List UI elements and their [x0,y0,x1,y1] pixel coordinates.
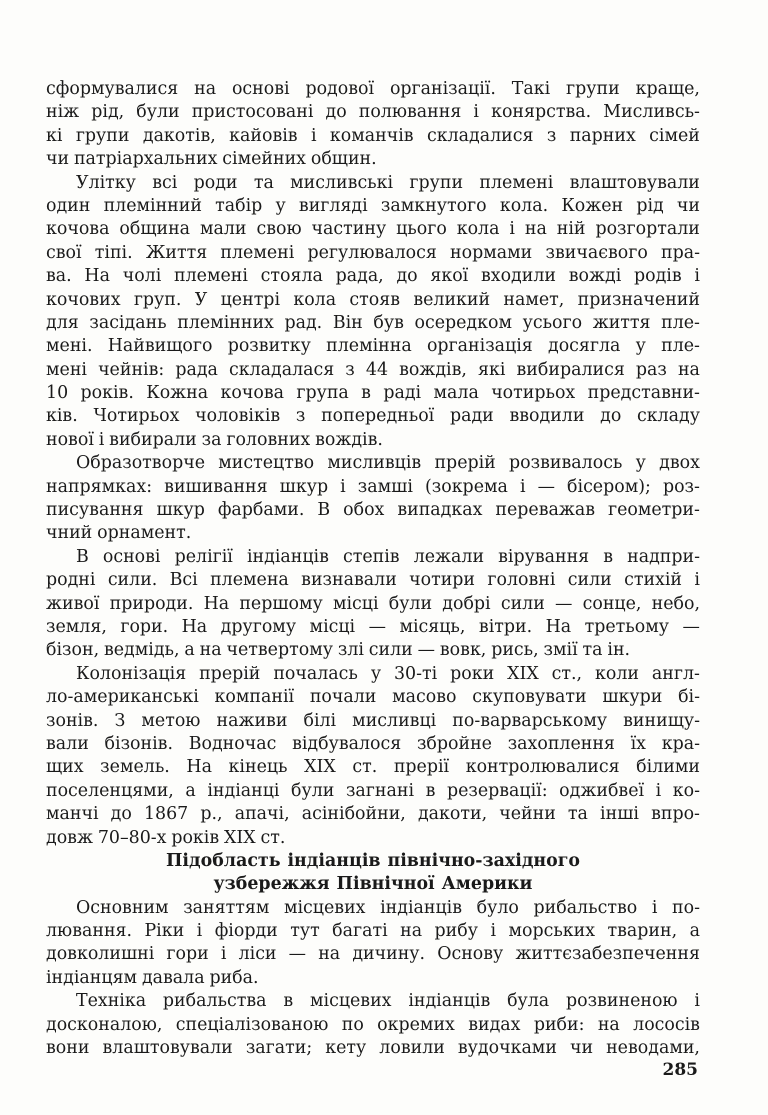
text-line: 10 років. Кожна кочова група в раді мала чотирьох представни- [46,383,700,404]
text-line: вони влаштовували загати; кету ловили вудочками чи неводами, [46,1038,700,1059]
text-line: індіанцям давала риба. [46,967,259,988]
text-line: напрямках: вишивання шкур і замші (зокрема і — бісером); роз- [46,476,700,497]
section-heading-line: узбережжя Північної Америки [213,874,533,895]
text-line: нової і вибирали за головних вождів. [46,429,383,450]
text-line: живої природи. На першому місці були добрі сили — сонце, небо, [46,593,700,614]
text-line: земля, гори. На другому місці — місяць, вітри. На третьому — [46,616,700,637]
text-line: манчі до 1867 р., апачі, асінібойни, дакоти, чейни та інші впро- [46,804,700,825]
text-line: мені чейнів: рада складалася з 44 вождів, які вибиралися раз на [46,359,700,380]
text-line: свої тіпі. Життя племені регулювалося нормами звичаєвого пра- [46,242,700,263]
text-line: Улітку всі роди та мисливські групи племені влаштовували [76,172,700,193]
text-line: досконалою, спеціалізованою по окремих видах риби: на лососів [46,1014,700,1035]
text-line: кочових груп. У центрі кола стояв великий намет, призначений [46,289,700,310]
text-line: ків. Чотирьох чоловіків з попередньої ради вводили до складу [46,406,700,427]
text-line: щих земель. На кінець XIX ст. прерії контролювалися білими [46,757,700,778]
text-line: сформувалися на основі родової організації. Такі групи краще, [46,79,700,99]
text-line: родні сили. Всі племена визнавали чотири головні сили стихій і [46,570,700,591]
text-line: довколишні гори і ліси — на дичину. Основу життєзабезпечення [46,944,700,965]
text-line: для засідань племінних рад. Він був осередком усього життя пле- [46,312,700,333]
text-line: ва. На чолі племені стояла рада, до якої входили вожді родів і [46,266,700,287]
text-line: мені. Найвищого розвитку племінна організація досягла у пле- [46,336,700,357]
text-line: Техніка рибальства в місцевих індіанців була розвиненою і [76,991,700,1012]
text-line: кочова община мали свою частину цього кола і на ній розгортали [46,219,700,240]
text-line: ло-американські компанії почали масово скуповувати шкури бі- [46,687,700,708]
text-line: В основі релігії індіанців степів лежали вірування в надпри- [76,546,700,567]
text-line: довж 70–80-х років XIX ст. [46,827,286,848]
text-line: зонів. З метою наживи білі мисливці по-варварському винищу- [46,710,700,731]
text-line: чний орнамент. [46,523,192,544]
text-line: кі групи дакотів, кайовів і команчів складалися з парних сімей [46,125,700,146]
text-line: Колонізація прерій почалась у 30-ті роки XIX ст., коли англ- [76,663,700,684]
text-line: лювання. Ріки і фіорди тут багаті на рибу і морських тварин, а [46,921,700,942]
text-line: писування шкур фарбами. В обох випадках переважав геометри- [46,500,700,521]
text-line: чи патріархальних сімейних общин. [46,149,377,170]
text-line: Образотворче мистецтво мисливців прерій розвивалось у двох [76,453,700,474]
text-line: вали бізонів. Водночас відбувалося збройне захоплення їх кра- [46,733,700,754]
section-heading-line: Підобласть індіанців північно-західного [165,850,581,871]
page-number: 285 [662,1060,698,1080]
text-line: бізон, ведмідь, а на четвертому злі сили — вовк, рись, змії та ін. [46,640,631,661]
text-line: Основним заняттям місцевих індіанців було рибальство і по- [76,897,700,918]
text-line: ніж рід, були пристосовані до полювання і конярства. Мисливсь- [46,102,700,123]
page-text [46,78,700,1060]
text-line: поселенцями, а індіанці були загнані в резервації: оджибвеї і ко- [46,780,700,801]
text-line: один племінний табір у вигляді замкнутого кола. Кожен рід чи [46,195,700,216]
